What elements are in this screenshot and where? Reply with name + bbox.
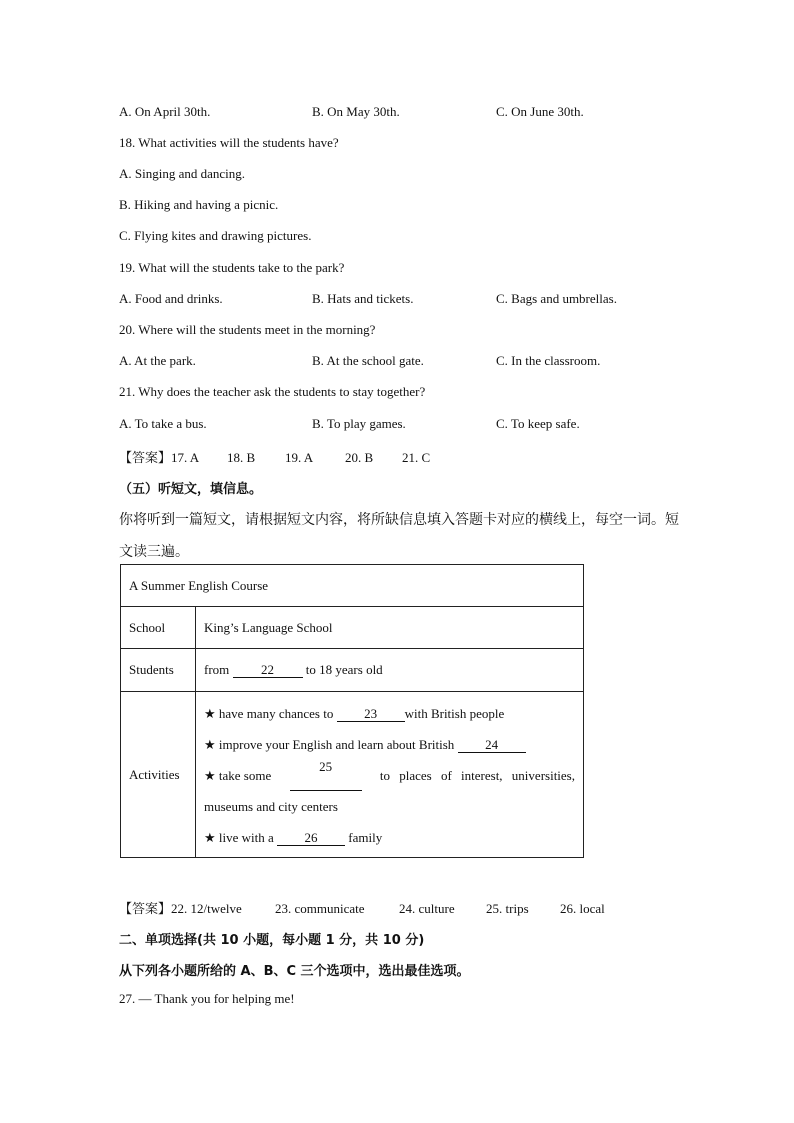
q19-option-b: B. Hats and tickets. <box>312 291 414 306</box>
q18-option-c: C. Flying kites and drawing pictures. <box>119 228 312 243</box>
table-label-activities: Activities <box>121 692 196 858</box>
activity-2 <box>204 729 575 760</box>
table-label-students: Students <box>121 649 196 692</box>
answer-item: 17. A <box>171 450 200 465</box>
q19-option-a: A. Food and drinks. <box>119 291 223 306</box>
activity-1-post: with British people <box>404 706 505 721</box>
activity-1-pre: ★ have many chances to <box>204 706 334 721</box>
answer-item: 26. local <box>560 901 605 916</box>
answer-row-22-26 <box>119 898 605 917</box>
answer-label: 【答案】 <box>119 902 172 917</box>
answer-label: 【答案】 <box>119 451 172 466</box>
activity-2-pre: ★ improve your English and learn about British <box>204 737 455 752</box>
part2-title: 二、单项选择(共 10 小题，每小题 1 分，共 10 分) <box>119 933 425 948</box>
table-label-school: School <box>121 607 196 649</box>
answer-item: 24. culture <box>399 901 455 916</box>
q18-question: 18. What activities will the students have? <box>119 135 339 150</box>
q20-question: 20. Where will the students meet in the morning? <box>119 322 376 337</box>
answer-item: 23. communicate <box>275 901 365 916</box>
q17-option-b: B. On May 30th. <box>312 104 400 119</box>
section5-title: （五）听短文，填信息。 <box>119 482 263 497</box>
activity-4-post: family <box>348 830 383 845</box>
activity-3-continued: museums and city centers <box>204 799 338 814</box>
table-value-school: King’s Language School <box>196 607 584 649</box>
table-value-students <box>196 649 584 692</box>
section5-instruction-line1: 你将听到一篇短文，请根据短文内容，将所缺信息填入答题卡对应的横线上，每空一词。短 <box>119 512 679 528</box>
blank-25[interactable]: 25 <box>290 760 362 791</box>
q18-option-b: B. Hiking and having a picnic. <box>119 197 279 212</box>
q17-option-a: A. On April 30th. <box>119 104 211 119</box>
answer-item: 25. trips <box>486 901 529 916</box>
blank-24[interactable]: 24 <box>458 738 526 753</box>
table-title: A Summer English Course <box>121 565 584 607</box>
activity-1 <box>204 698 575 729</box>
activity-4 <box>204 822 575 853</box>
q19-question: 19. What will the students take to the park? <box>119 260 345 275</box>
answer-item: 18. B <box>227 450 256 465</box>
answer-item: 22. 12/twelve <box>171 901 242 916</box>
q19-option-c: C. Bags and umbrellas. <box>496 291 617 306</box>
answer-row-17-21 <box>119 447 430 466</box>
q21-question: 21. Why does the teacher ask the students to stay together? <box>119 384 426 399</box>
q20-option-c: C. In the classroom. <box>496 353 601 368</box>
part2-instruction: 从下列各小题所给的 A、B、C 三个选项中，选出最佳选项。 <box>119 964 470 979</box>
students-post: to 18 years old <box>305 662 383 677</box>
activity-3-pre: ★ take some <box>204 768 272 783</box>
q21-option-c: C. To keep safe. <box>496 416 580 431</box>
section5-instruction-line2: 文读三遍。 <box>119 544 189 560</box>
blank-26[interactable]: 26 <box>277 831 345 846</box>
activity-3 <box>204 760 575 791</box>
q21-option-a: A. To take a bus. <box>119 416 207 431</box>
blank-22[interactable]: 22 <box>233 663 303 678</box>
activity-4-pre: ★ live with a <box>204 830 274 845</box>
blank-23[interactable]: 23 <box>337 707 405 722</box>
answer-item: 20. B <box>345 450 374 465</box>
q21-option-b: B. To play games. <box>312 416 406 431</box>
answer-item: 19. A <box>285 450 314 465</box>
q17-option-c: C. On June 30th. <box>496 104 584 119</box>
q20-option-b: B. At the school gate. <box>312 353 424 368</box>
activity-3-post: to places of interest, universities, <box>379 768 575 783</box>
answer-item: 21. C <box>402 450 431 465</box>
q20-option-a: A. At the park. <box>119 353 196 368</box>
students-pre: from <box>204 662 230 677</box>
q27-question: 27. — Thank you for helping me! <box>119 991 295 1006</box>
course-info-table <box>120 564 584 858</box>
q18-option-a: A. Singing and dancing. <box>119 166 246 181</box>
table-value-activities <box>196 692 584 858</box>
